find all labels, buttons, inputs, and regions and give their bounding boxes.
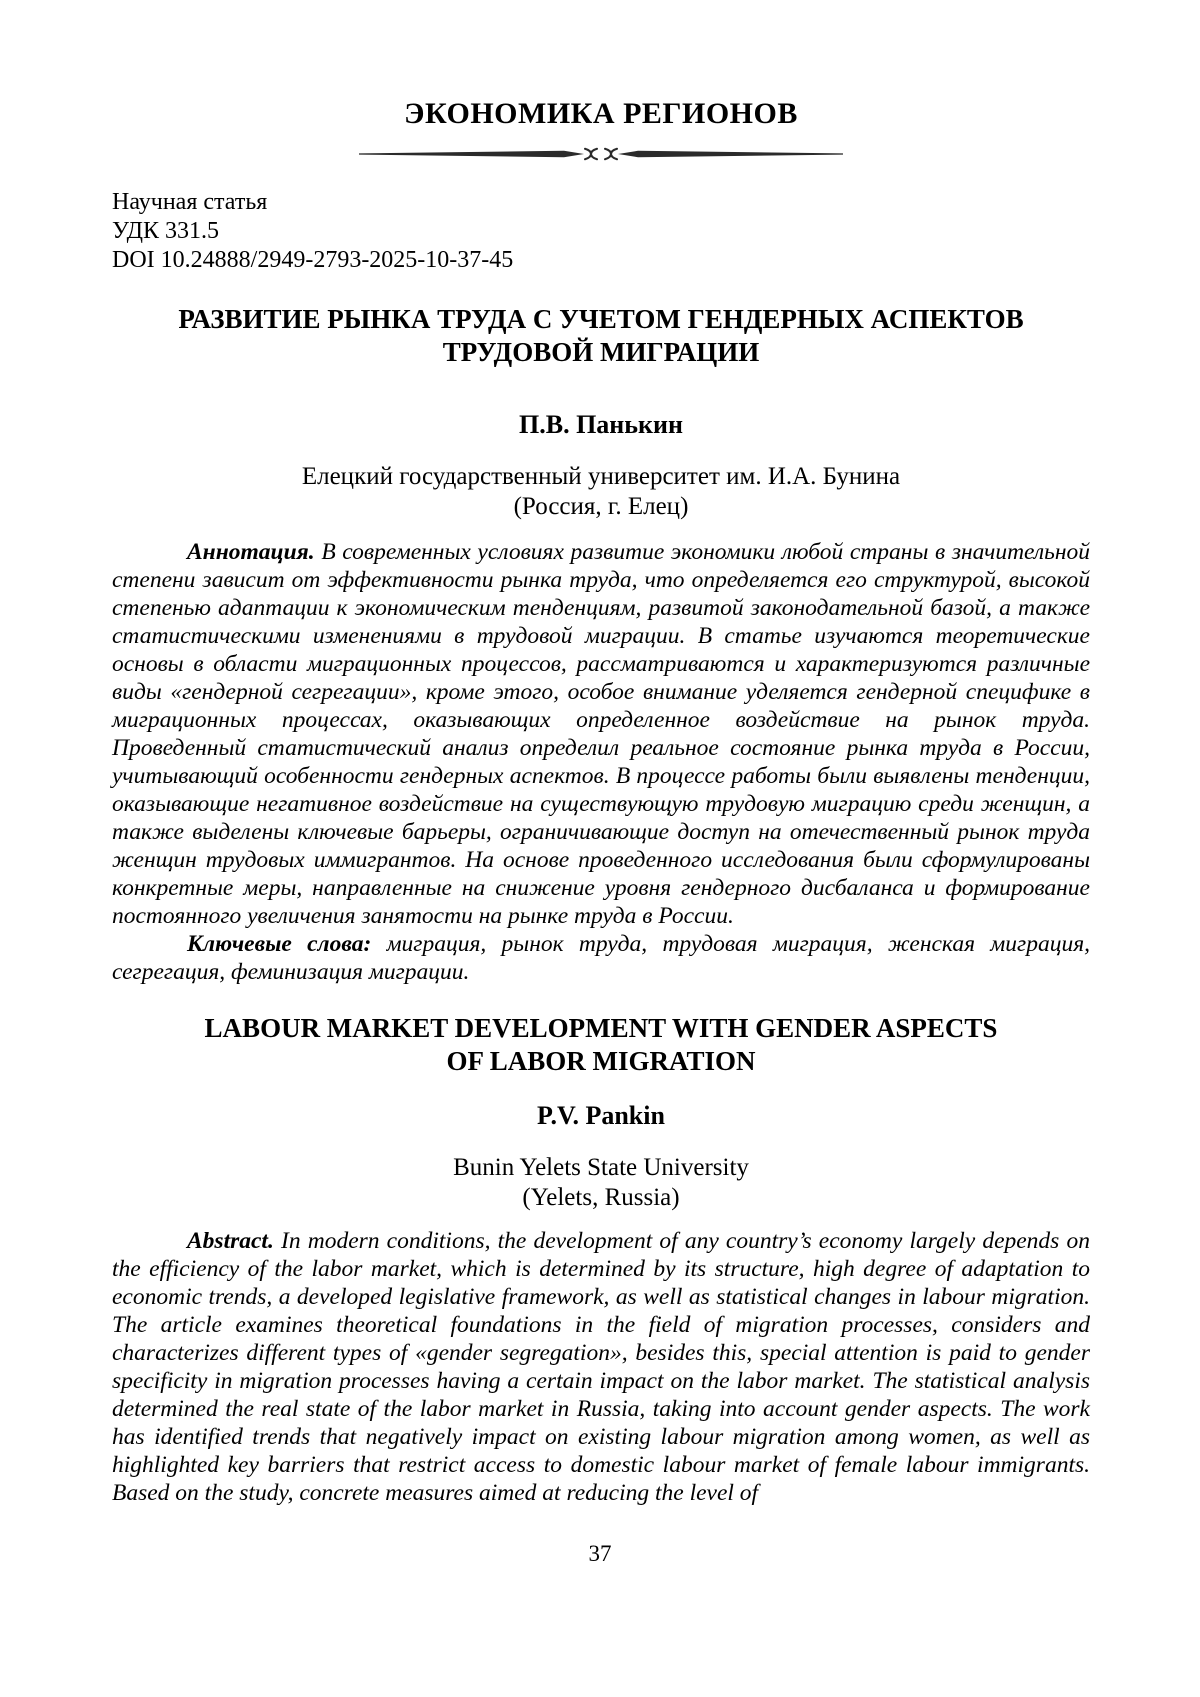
article-title-en-line2: OF LABOR MIGRATION	[446, 1046, 756, 1076]
affiliation-en	[112, 1153, 1090, 1213]
affiliation-en-line2: (Yelets, Russia)	[522, 1184, 680, 1211]
article-title-en-line1: LABOUR MARKET DEVELOPMENT WITH GENDER ASPECTS	[204, 1013, 998, 1043]
affiliation-ru	[112, 462, 1090, 522]
abstract-ru	[112, 538, 1090, 930]
affiliation-ru-line2: (Россия, г. Елец)	[513, 493, 689, 520]
page-number: 37	[588, 1541, 612, 1566]
abstract-ru-label: Аннотация.	[187, 539, 315, 565]
author-ru: П.В. Панькин	[519, 410, 683, 439]
affiliation-ru-line1: Елецкий государственный университет им. И.А. Бунина	[301, 463, 901, 490]
keywords-ru-text: миграция, рынок труда, трудовая миграция, женская миграция, сегрегация, феминизация миграции.	[112, 931, 1090, 985]
article-title-ru-line1: РАЗВИТИЕ РЫНКА ТРУДА С УЧЕТОМ ГЕНДЕРНЫХ АСПЕКТОВ	[178, 304, 1024, 334]
keywords-ru-label: Ключевые слова:	[187, 931, 372, 957]
abstract-en-label: Abstract.	[187, 1228, 274, 1254]
divider-flourish-icon	[359, 146, 843, 162]
article-title-ru	[112, 303, 1090, 369]
ornamental-divider	[359, 146, 843, 162]
doi-number: DOI 10.24888/2949-2793-2025-10-37-45	[112, 247, 514, 273]
article-title-ru-line2: ТРУДОВОЙ МИГРАЦИИ	[442, 337, 760, 367]
journal-title: ЭКОНОМИКА РЕГИОНОВ	[404, 97, 798, 130]
abstract-en	[112, 1227, 1090, 1507]
article-title-en	[112, 1012, 1090, 1078]
abstract-en-text: In modern conditions, the development of any country’s economy largely depends on the efficiency of the labor market, which is determined by its structure, high degree of adaptation to economic trends, a developed legislative framework, as well as statistical changes in labour migration. The article examines theoretical foundations in the field of migration processes, considers and characterizes different types of «gender segregation», besides this, special attention is paid to gender specificity in migration processes having a certain impact on the labor market. The statistical analysis determined the real state of the labor market in Russia, taking into account gender aspects. The work has identified trends that negatively impact on existing labour migration among women, as well as highlighted key barriers that restrict access to domestic labour market of female labour immigrants. Based on the study, concrete measures aimed at reducing the level of	[112, 1228, 1090, 1506]
article-meta	[112, 188, 1090, 275]
article-type-label: Научная статья	[112, 189, 268, 215]
udc-number: УДК 331.5	[112, 218, 219, 244]
author-en: P.V. Pankin	[537, 1101, 665, 1130]
keywords-ru	[112, 930, 1090, 986]
abstract-ru-text: В современных условиях развитие экономики любой страны в значительной степени зависит от эффективности рынка труда, что определяется его структурой, высокой степенью адаптации к экономическим тенденциям, развитой законодательной базой, а также статистическими изменениями в трудовой миграции. В статье изучаются теоретические основы в области миграционных процессов, рассматриваются и характеризуются различные виды «гендерной сегрегации», кроме этого, особое внимание уделяется гендерной специфике в миграционных процессах, оказывающих определенное воздействие на рынок труда. Проведенный статистический анализ определил реальное состояние рынка труда в России, учитывающий особенности гендерных аспектов. В процессе работы были выявлены тенденции, оказывающие негативное воздействие на существующую трудовую миграцию среди женщин, а также выделены ключевые барьеры, ограничивающие доступ на отечественный рынок труда женщин трудовых иммигрантов. На основе проведенного исследования были сформулированы конкретные меры, направленные на снижение уровня гендерного дисбаланса и формирование постоянного увеличения занятости на рынке труда в России.	[112, 539, 1090, 929]
affiliation-en-line1: Bunin Yelets State University	[453, 1154, 749, 1181]
